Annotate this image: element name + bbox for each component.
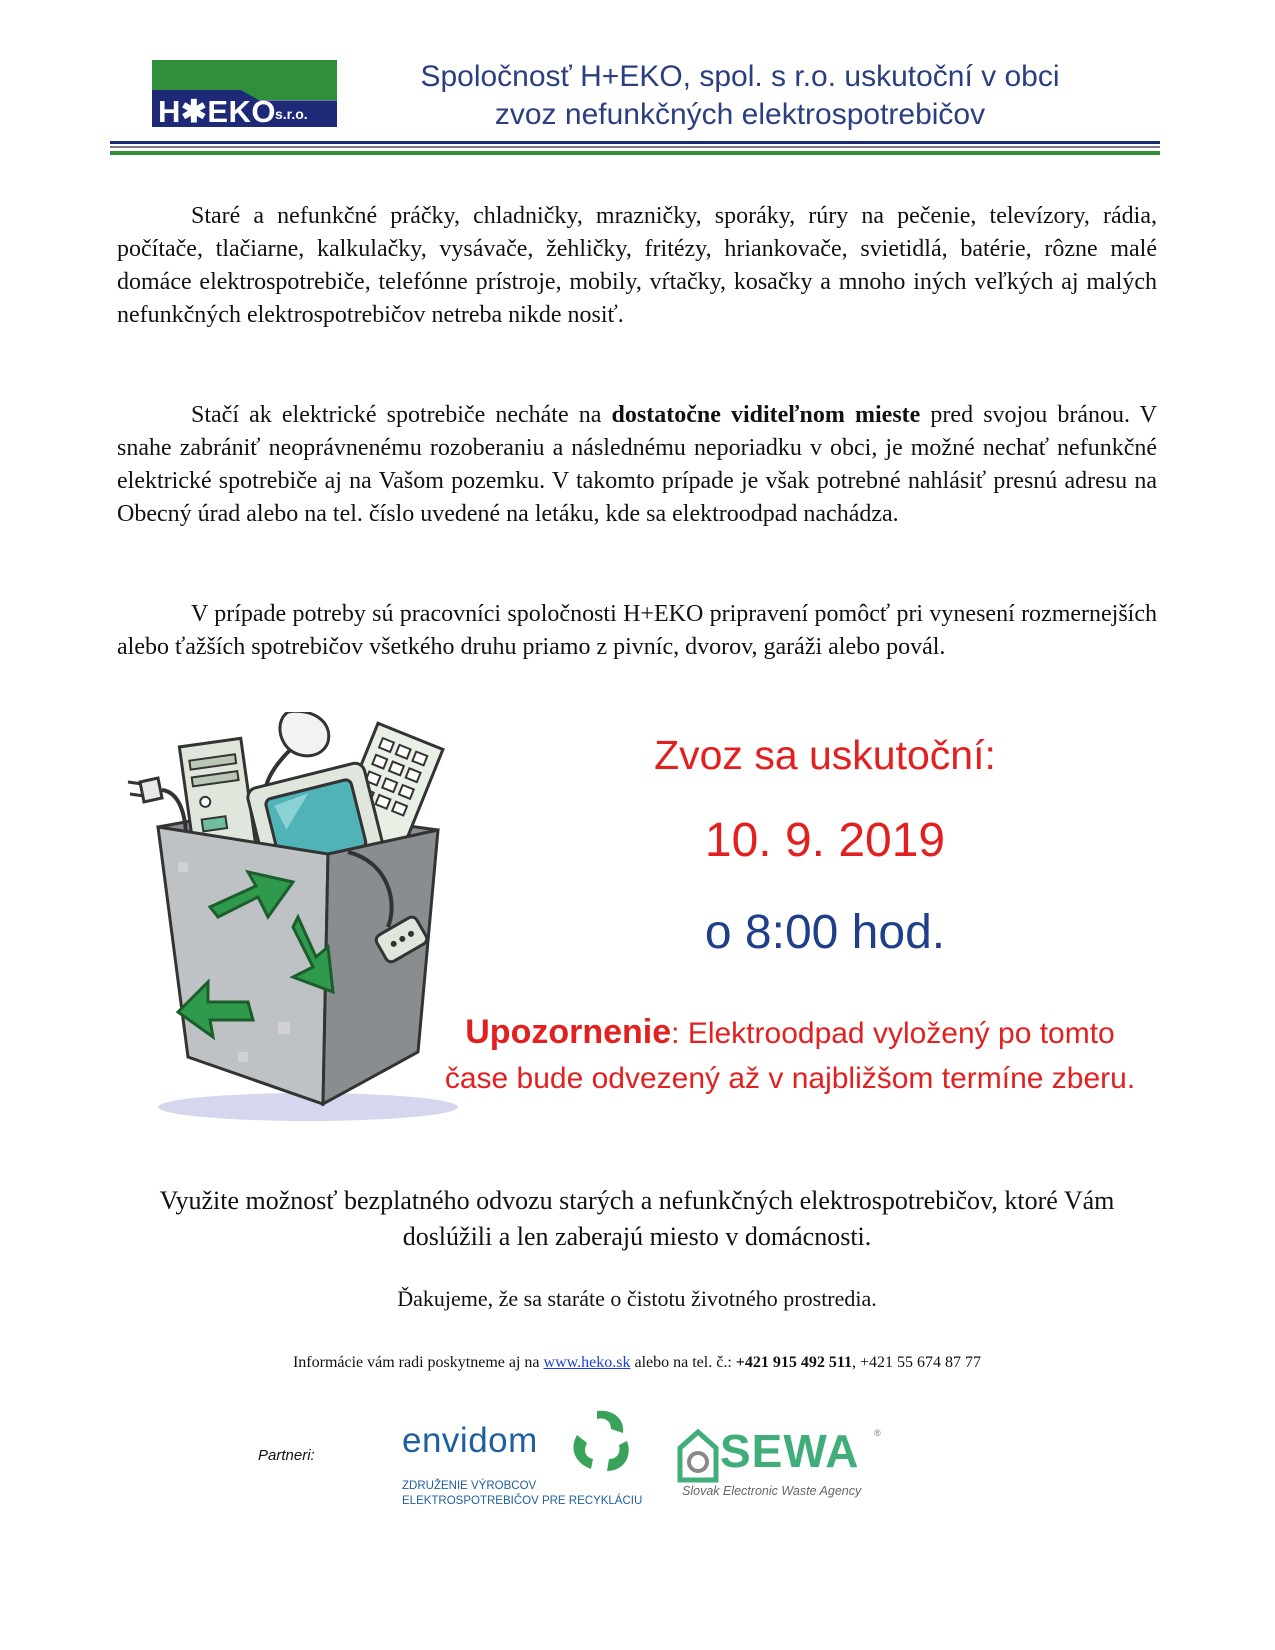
contact-middle: alebo na tel. č.: [630,1354,736,1371]
title-line-1: Spoločnosť H+EKO, spol. s r.o. uskutoční v obci [420,60,1060,93]
notice-text: : Elektroodpad vyložený po tomto čase bude odvezený až v najbližšom termíne zberu. [444,1017,1136,1095]
envidom-sub-line-1: ZDRUŽENIE VÝROBCOV [402,1480,537,1492]
paragraph2-pre: Stačí ak elektrické spotrebiče necháte na [191,402,612,428]
logo-text: H✱EKO [158,94,277,129]
paragraph2-post: pred svojou bránou. V snahe zabrániť neoprávnenému rozoberaniu a následnému neporiadku v obci, je možné nechať nefunkčné elektrické spotrebiče aj na Vašom pozemku. V takomto prípade je však potrebné nahlásiť presnú adresu na Obecný úrad alebo na tel. číslo uvedené na letáku, kde sa elektroodpad nachádza. [117,402,1157,527]
contact-info [117,1354,1157,1372]
title-line-2: zvoz nefunkčných elektrospotrebičov [494,98,986,131]
paragraph-appliances: Staré a nefunkčné práčky, chladničky, mrazničky, sporáky, rúry na pečenie, televízory, rádia, počítače, tlačiarne, kalkulačky, vysávače, žehličky, fritézy, hriankovače, svietidlá, batérie, rôzne malé domáce elektrospotrebiče, telefónne prístroje, mobily, vŕtačky, kosačky a mnoho iných veľkých aj malých nefunkčných elektrospotrebičov netreba nikde nosiť. [117,203,1157,328]
collection-time: o 8:00 hod. [704,906,946,959]
collection-date: 10. 9. 2019 [704,814,946,867]
recycle-bin-electronics-icon [118,712,478,1132]
page-title [370,58,1110,134]
envidom-sub-line-2: ELEKTROSPOTREBIČOV PRE RECYKLÁCIU [402,1495,643,1507]
closing-line: Využite možnosť bezplatného odvozu starých a nefunkčných elektrospotrebičov, ktoré Vám doslúžili a len zaberajú miesto v domácnosti. [159,1186,1115,1251]
paragraph2-bold: dostatočne viditeľnom mieste [611,402,921,428]
logo-suffix: s.r.o. [275,106,308,122]
website-link[interactable]: www.heko.sk [543,1354,631,1371]
envidom-logo [402,1407,642,1517]
contact-separator: , [852,1354,861,1371]
envidom-name: envidom [402,1421,538,1460]
sewa-logo [676,1425,896,1498]
sewa-registered-mark: ® [874,1428,881,1438]
notice-label: Upozornenie [465,1013,672,1051]
sewa-tagline: Slovak Electronic Waste Agency [682,1484,862,1498]
contact-prefix: Informácie vám radi poskytneme aj na [292,1354,544,1371]
envidom-subtitle [402,1479,642,1509]
collection-heading: Zvoz sa uskutoční: [654,732,996,778]
sewa-name: SEWA [720,1425,860,1477]
header-rule-green [110,151,1160,155]
paragraph-instructions [117,399,1157,531]
phone-secondary: +421 55 674 87 77 [860,1354,982,1371]
header-rule-navy [110,141,1160,144]
heko-logo [152,60,337,127]
phone-primary: +421 915 492 511 [735,1354,853,1371]
header-rule-gray [110,146,1160,148]
sewa-house-icon [676,1428,720,1484]
partners-label: Partneri: [258,1447,315,1464]
thanks-line: Ďakujeme, že sa staráte o čistotu životného prostredia. [397,1286,877,1311]
paragraph-assistance: V prípade potreby sú pracovníci spoločnosti H+EKO pripravení pomôcť pri vynesení rozmernejších alebo ťažších spotrebičov všetkého druhu priamo z pivníc, dvorov, garáži alebo povál. [117,601,1157,660]
envidom-leaf-icon [567,1407,637,1477]
collection-notice [440,1010,1140,1101]
